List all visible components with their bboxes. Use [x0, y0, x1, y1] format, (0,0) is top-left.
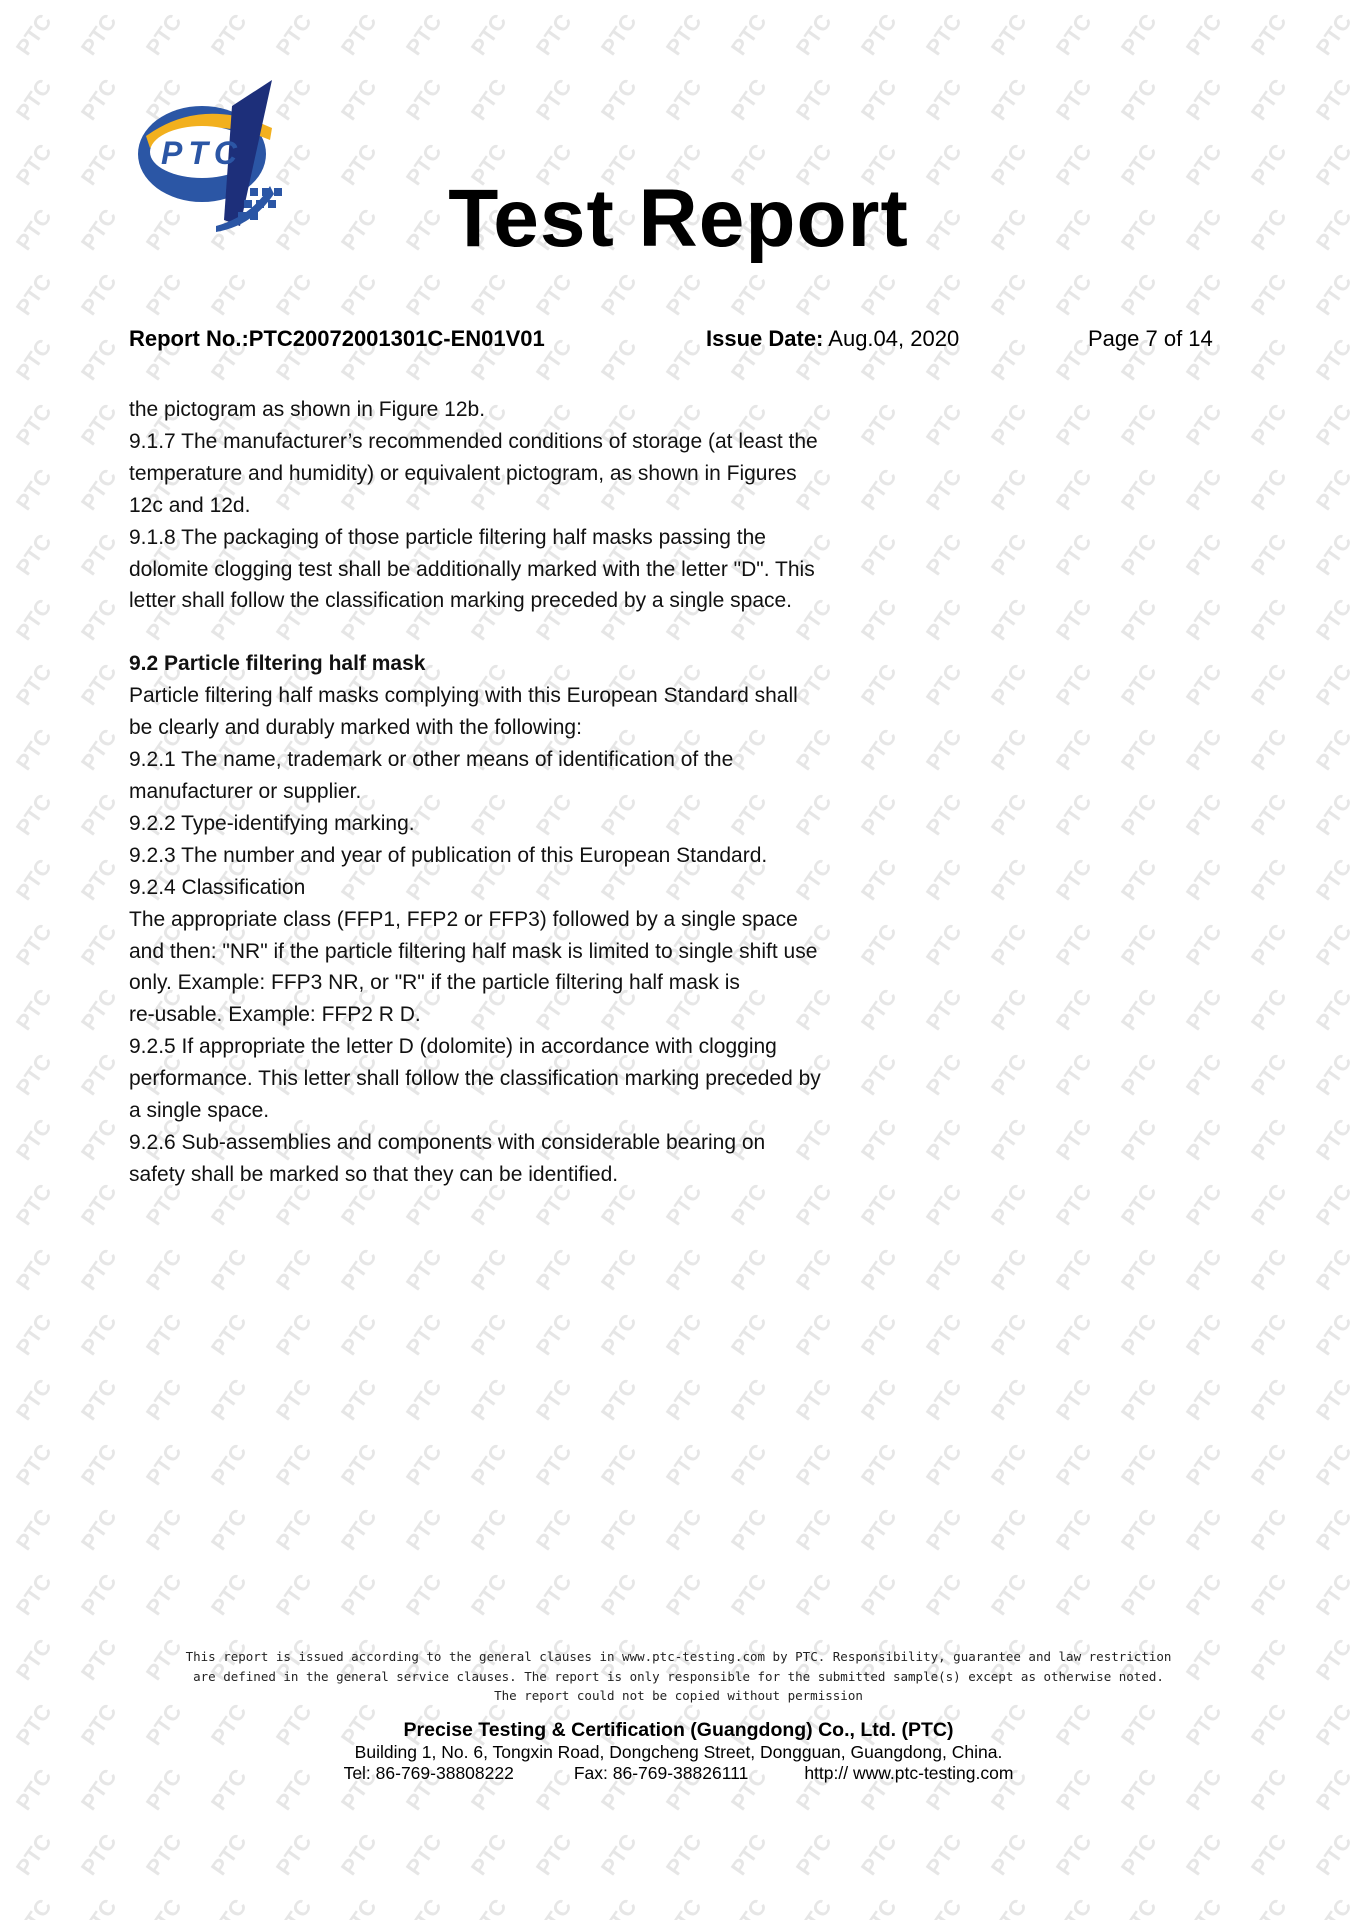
- body-line: a single space.: [129, 1099, 270, 1123]
- issue-date-value: Aug.04, 2020: [823, 326, 960, 351]
- body-line: 9.2.6 Sub-assemblies and components with considerable bearing on: [129, 1130, 766, 1154]
- company-contact: [0, 1763, 1357, 1784]
- body-line: 9.2.5 If appropriate the letter D (dolomite) in accordance with clogging: [129, 1035, 777, 1059]
- body-line: 9.2.1 The name, trademark or other means of identification of the: [129, 748, 734, 772]
- company-telephone: Tel: 86-769-38808222: [343, 1763, 514, 1783]
- page-title: Test Report: [448, 173, 909, 264]
- body-line: performance. This letter shall follow the classification marking preceded by: [129, 1067, 821, 1091]
- report-body: [129, 394, 889, 1191]
- report-number: Report No.:PTC20072001301C-EN01V01: [129, 326, 545, 351]
- issue-date-label: Issue Date:: [706, 326, 824, 351]
- body-line: Particle filtering half masks complying with this European Standard shall: [129, 684, 798, 708]
- footer-disclaimer: [0, 1647, 1357, 1706]
- body-line: 9.2.4 Classification: [129, 875, 306, 899]
- body-line: 9.1.7 The manufacturer’s recommended conditions of storage (at least the: [129, 429, 818, 453]
- body-line: temperature and humidity) or equivalent pictogram, as shown in Figures: [129, 461, 797, 485]
- body-line: 12c and 12d.: [129, 493, 251, 517]
- body-line: safety shall be marked so that they can be identified.: [129, 1162, 619, 1186]
- body-line: 9.2.3 The number and year of publication of this European Standard.: [129, 843, 768, 867]
- svg-text:PTC: PTC: [161, 135, 243, 171]
- body-line: 9.1.8 The packaging of those particle filtering half masks passing the: [129, 525, 766, 549]
- body-line: be clearly and durably marked with the following:: [129, 716, 582, 740]
- body-line: letter shall follow the classification marking preceded by a single space.: [129, 589, 793, 613]
- disclaimer-line: This report is issued according to the general clauses in www.ptc-testing.com by PTC. Responsibility, guarantee and law restriction: [185, 1649, 1172, 1664]
- body-line: 9.2.2 Type-identifying marking.: [129, 811, 415, 835]
- body-line: and then: "NR" if the particle filtering half mask is limited to single shift use: [129, 939, 818, 963]
- body-line: re-usable. Example: FFP2 R D.: [129, 1003, 421, 1027]
- company-name: Precise Testing & Certification (Guangdong) Co., Ltd. (PTC): [403, 1719, 954, 1741]
- section-heading: 9.2 Particle filtering half mask: [129, 652, 426, 676]
- body-line: manufacturer or supplier.: [129, 779, 362, 803]
- company-fax: Fax: 86-769-38826111: [573, 1763, 749, 1783]
- paragraph-gap: [129, 617, 889, 648]
- page-number: Page 7 of 14: [1088, 326, 1213, 351]
- company-address: Building 1, No. 6, Tongxin Road, Dongcheng Street, Dongguan, Guangdong, China.: [354, 1742, 1003, 1762]
- body-line: the pictogram as shown in Figure 12b.: [129, 398, 486, 421]
- body-line: dolomite clogging test shall be additionally marked with the letter "D". This: [129, 557, 815, 581]
- company-website: http:// www.ptc-testing.com: [804, 1763, 1014, 1783]
- issue-date: [706, 326, 959, 352]
- disclaimer-line: are defined in the general service clauses. The report is only responsible for the submitted sample(s) except as otherwise noted.: [193, 1668, 1164, 1684]
- footer-company-info: [0, 1718, 1357, 1784]
- disclaimer-line: The report could not be copied without permission: [494, 1688, 863, 1703]
- body-line: The appropriate class (FFP1, FFP2 or FFP3) followed by a single space: [129, 907, 798, 931]
- body-line: only. Example: FFP3 NR, or "R" if the particle filtering half mask is: [129, 971, 740, 995]
